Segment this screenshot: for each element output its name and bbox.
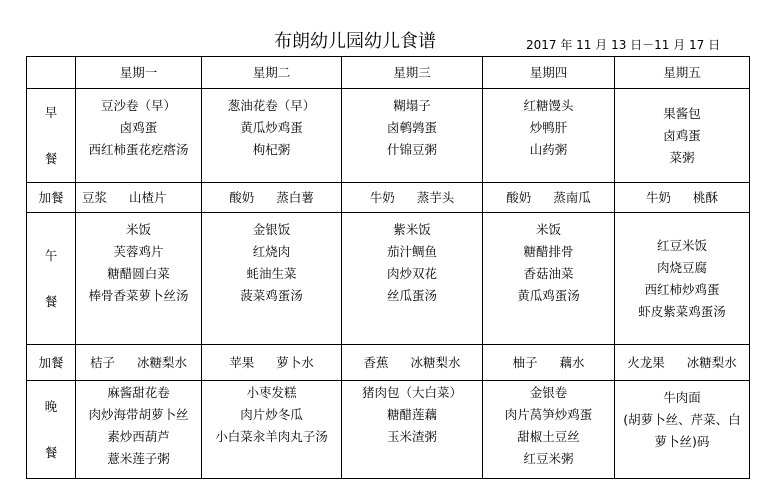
menu-cell: 米饭 芙蓉鸡片 糖醋圆白菜 棒骨香菜萝卜丝汤 — [76, 213, 202, 345]
menu-cell: 果酱包 卤鸡蛋 菜粥 — [615, 89, 750, 183]
menu-cell: 酸奶 蒸南瓜 — [483, 183, 615, 213]
menu-cell: 麻酱甜花卷 肉炒海带胡萝卜丝 素炒西葫芦 薏米莲子粥 — [76, 381, 202, 479]
breakfast-row — [27, 89, 750, 183]
menu-cell: 酸奶 蒸白薯 — [202, 183, 342, 213]
menu-cell: 葱油花卷（早） 黄瓜炒鸡蛋 枸杞粥 — [202, 89, 342, 183]
corner-cell — [27, 57, 76, 89]
menu-cell: 金银卷 肉片莴笋炒鸡蛋 甜椒土豆丝 红豆米粥 — [483, 381, 615, 479]
menu-table — [26, 56, 750, 479]
menu-cell: 红豆米饭 肉烧豆腐 西红柿炒鸡蛋 虾皮紫菜鸡蛋汤 — [615, 213, 750, 345]
menu-cell: 柚子 藕水 — [483, 345, 615, 381]
day-header-tue: 星期二 — [202, 57, 342, 89]
snack2-label: 加餐 — [27, 345, 76, 381]
menu-cell: 苹果 萝卜水 — [202, 345, 342, 381]
menu-cell: 猪肉包（大白菜） 糖醋莲藕 玉米渣粥 — [342, 381, 483, 479]
menu-cell: 豆浆 山楂片 — [76, 183, 202, 213]
menu-cell: 牛奶 桃酥 — [615, 183, 750, 213]
dinner-row — [27, 381, 750, 479]
menu-cell: 香蕉 冰糖梨水 — [342, 345, 483, 381]
menu-cell: 红糖馒头 炒鸭肝 山药粥 — [483, 89, 615, 183]
menu-cell: 豆沙卷（早） 卤鸡蛋 西红柿蛋花疙瘩汤 — [76, 89, 202, 183]
menu-cell: 金银饭 红烧肉 蚝油生菜 菠菜鸡蛋汤 — [202, 213, 342, 345]
lunch-row — [27, 213, 750, 345]
header-row — [27, 57, 750, 89]
menu-cell: 火龙果 冰糖梨水 — [615, 345, 750, 381]
day-header-fri: 星期五 — [615, 57, 750, 89]
menu-cell: 桔子 冰糖梨水 — [76, 345, 202, 381]
day-header-mon: 星期一 — [76, 57, 202, 89]
page-title: 布朗幼儿园幼儿食谱 — [274, 31, 436, 52]
dinner-label: 晚 餐 — [27, 381, 76, 479]
menu-cell: 米饭 糖醋排骨 香菇油菜 黄瓜鸡蛋汤 — [483, 213, 615, 345]
snack1-row — [27, 183, 750, 213]
day-header-thu: 星期四 — [483, 57, 615, 89]
snack2-row — [27, 345, 750, 381]
day-header-wed: 星期三 — [342, 57, 483, 89]
menu-cell: 紫米饭 茄汁鲷鱼 肉炒双花 丝瓜蛋汤 — [342, 213, 483, 345]
breakfast-label: 早 餐 — [27, 89, 76, 183]
snack1-label: 加餐 — [27, 183, 76, 213]
menu-cell: 糊塌子 卤鹌鹑蛋 什锦豆粥 — [342, 89, 483, 183]
menu-cell: 牛奶 蒸芋头 — [342, 183, 483, 213]
menu-cell: 牛肉面 (胡萝卜丝、芹菜、白 萝卜丝)码 — [615, 381, 750, 479]
lunch-label: 午 餐 — [27, 213, 76, 345]
date-range: 2017 年 11 月 13 日－11 月 17 日 — [526, 38, 721, 52]
menu-cell: 小枣发糕 肉片炒冬瓜 小白菜汆羊肉丸子汤 — [202, 381, 342, 479]
